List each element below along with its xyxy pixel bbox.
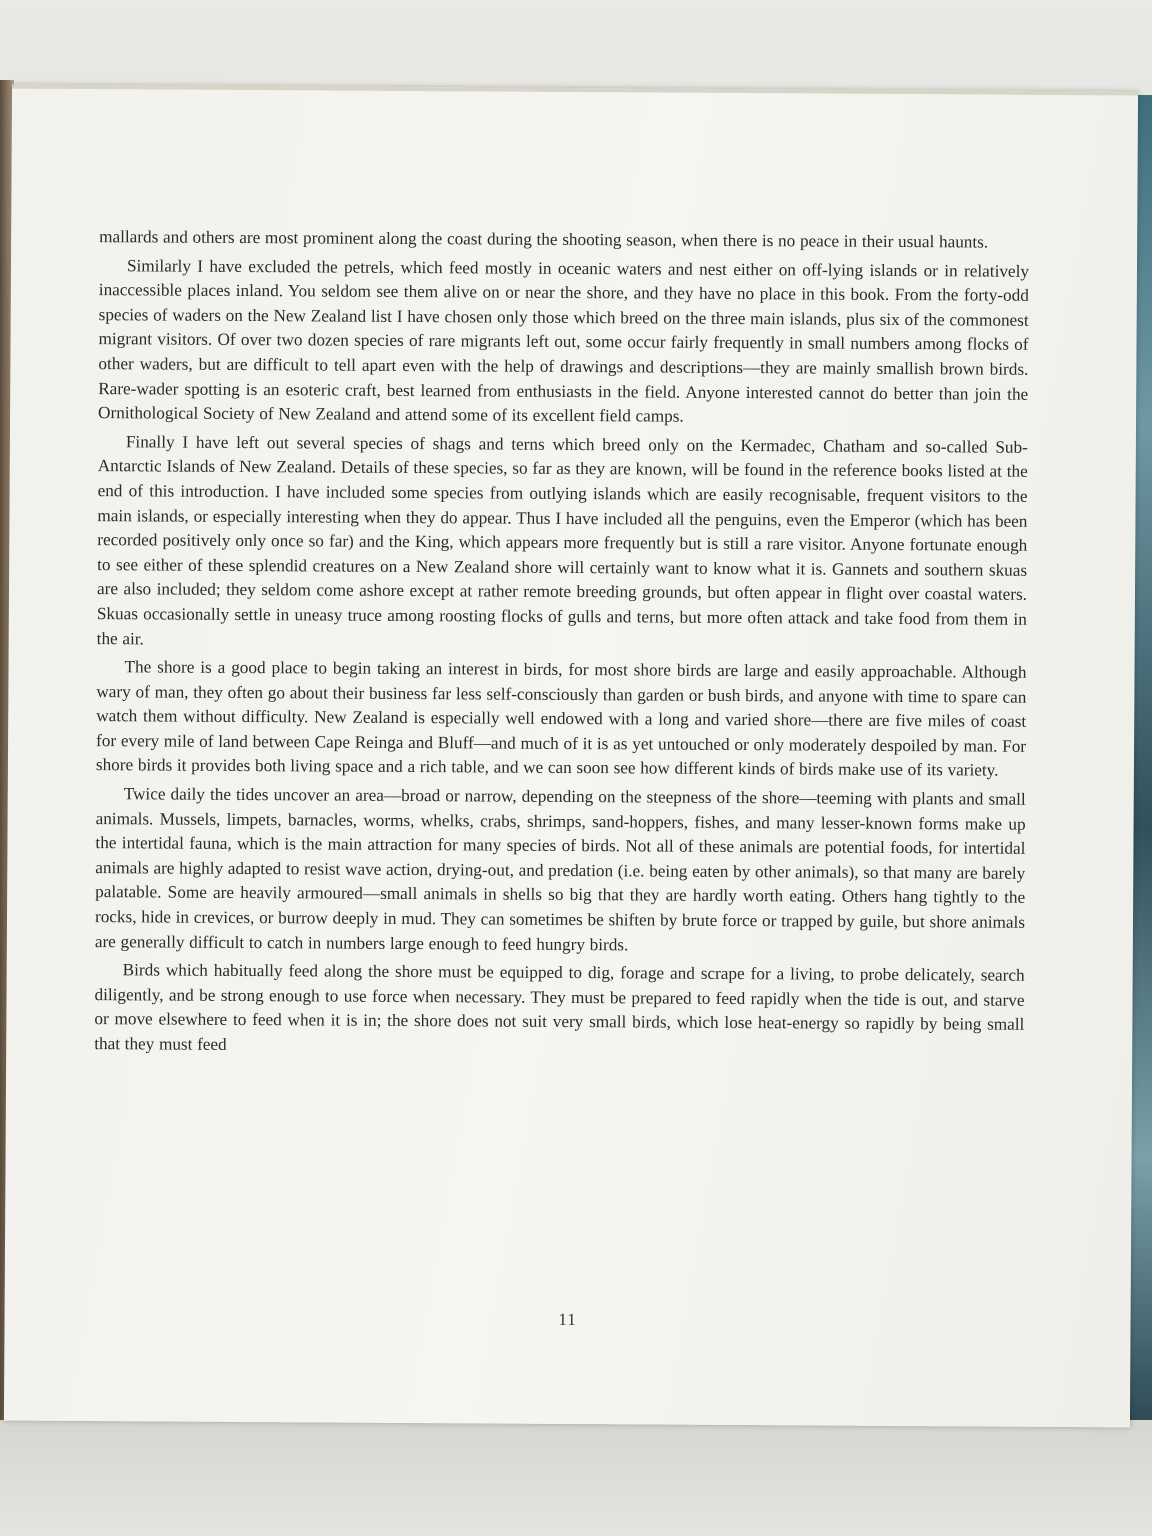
paragraph: Similarly I have excluded the petrels, which feed mostly in oceanic waters and nest either on off-lying islands or in relatively inaccessible places inland. You seldom see them alive on or near the shore, and they have no place in this book. From the forty-odd species of waders on the New Zealand list I have chosen only those which breed on the three main islands, plus six of the commonest migrant visitors. Of over two dozen species of rare migrants left out, some occur fairly frequently in small numbers among flocks of other waders, but are difficult to tell apart even with the help of drawings and descriptions—they are mainly smallish brown birds. Rare-wader spotting is an esoteric craft, best learned from enthusiasts in the field. Anyone interested cannot do better than join the Ornithological Society of New Zealand and attend some of its excellent field camps. (98, 255, 1030, 426)
paragraph: The shore is a good place to begin taking an interest in birds, for most shore birds are large and easily approachable. Although wary of man, they often go about their business far less self-consciously than garden or bush birds, and anyone with time to spare can watch them without difficulty. New Zealand is especially well endowed with a long and varied shore—there are five miles of coast for every mile of land between Cape Reinga and Bluff—and much of it is as yet untouched or only moderately despoiled by man. For shore birds it provides both living space and a rich table, and we can soon see how different kinds of birds make use of its variety. (95, 657, 1027, 781)
paragraph: Twice daily the tides uncover an area—broad or narrow, depending on the steepness of the shore—teeming with plants and small animals. Mussels, limpets, barnacles, worms, whelks, crabs, shrimps, sand-hoppers, fishes, and many lesser-known forms make up the intertidal fauna, which is the main attraction for many species of birds. Not all of these animals are potential foods, for intertidal animals are highly adapted to resist wave action, drying-out, and predation (i.e. being eaten by other animals), so that many are barely palatable. Some are heavily armoured—small animals in shells so big that they are hardly worth eating. Others hang tightly to the rocks, hide in crevices, or burrow deeply in mud. They can sometimes be shiften by brute force or trapped by guile, but shore animals are generally difficult to catch in numbers large enough to feed hungry birds. (94, 784, 1026, 954)
page-number: 11 (558, 1309, 577, 1330)
paragraph: Finally I have left out several species of shags and terns which breed only on the Kermadec, Chatham and so-called Sub-Antarctic Islands of New Zealand. Details of these species, so far as they are known, will be found in the reference books listed at the end of this introduction. I have included some species from outlying islands which are easily recognisable, frequent visitors to the main islands, or especially interesting when they do appear. Thus I have included all the penguins, even the Emperor (which has been recorded positively only once so far) and the King, which appears more frequently but is still a rare visitor. Anyone fortunate enough to see either of these splendid creatures on a New Zealand shore will certainly want to know what it is. Gannets and southern skuas are also included; they seldom come ashore except at rather remote breeding grounds, but often appear in flight over coastal waters. Skuas occasionally settle in uneasy truce among roosting flocks of gulls and terns, but more often attack and take food from them in the air. (96, 432, 1028, 648)
table-surface (0, 1420, 1152, 1536)
paragraph: mallards and others are most prominent along the coast during the shooting season, when there is no peace in their usual haunts. (99, 227, 989, 252)
paragraph: Birds which habitually feed along the shore must be equipped to dig, forage and scrape for a living, to probe delicately, search diligently, and be strong enough to use force when necessary. They must be prepared to feed rapidly when the tide is out, and starve or move elsewhere to feed when it is in; the shore does not suit very small birds, which lose heat-energy so rapidly by being small that they must feed (94, 960, 1025, 1054)
book-page (4, 85, 1138, 1428)
body-text (94, 225, 1029, 1066)
